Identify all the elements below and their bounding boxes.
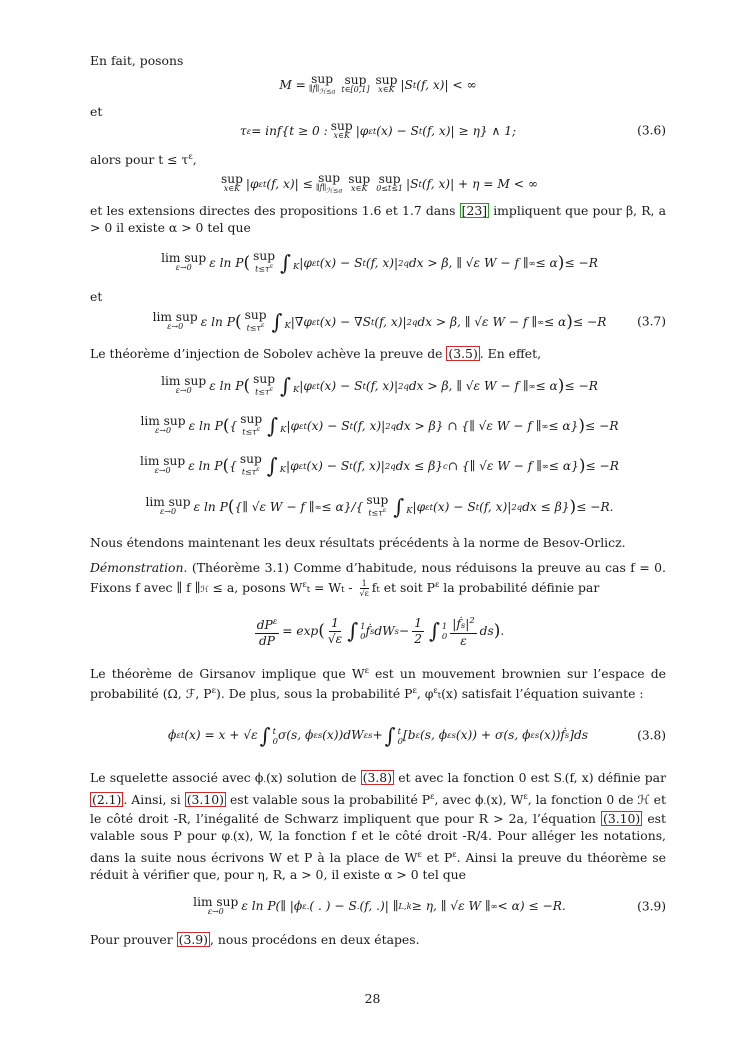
equation-number-3-6: (3.6) bbox=[637, 123, 666, 138]
paragraph-girsanov: Le théorème de Girsanov implique que $W^\varepsilon$ est un mouvement brownien sur l’espace de probabilité (Ω, ℱ, $P^\varepsilon$). De plus, sous la probabilité $P^\varepsilon$, $\varphi^\varepsilon t(x)$ satisfait l’équation suivante : bbox=[90, 665, 667, 702]
ref-3-9[interactable]: (3.9) bbox=[178, 931, 209, 947]
paragraph-alors: alors pour $t \le \tau^\varepsilon$, bbox=[90, 151, 197, 168]
page-number: 28 bbox=[364, 991, 381, 1006]
equation-number-3-9: (3.9) bbox=[637, 899, 666, 914]
equation-chain-1: lim sup ε→0 ε ln P ( sup $t\le\tau^\varepsilon$ ∫ K |φ $^\varepsilon$ t (x) − S t (f, x)| 2q dx > β, ∥ √ε W − f ∥ ∞ ≤ α ) ≤ −R bbox=[161, 372, 598, 399]
equation-3-9: lim sup ε→0 ε ln P(∥ |ϕ ε . ( . ) − S . (f, .)| ∥ L,k ≥ η, ∥ √ε W ∥ ∞ < α) ≤ −R. (3.9) bbox=[193, 894, 666, 916]
page-body bbox=[90, 52, 666, 948]
paragraph-extensions: et les extensions directes des propositions 1.6 et 1.7 dans [23] impliquent que pour β, R, a > 0 il existe α > 0 tel que bbox=[90, 203, 666, 236]
ref-2-1[interactable]: (2.1) bbox=[92, 791, 122, 807]
paragraph-squelette: Le squelette associé avec ϕ.(x) solution de (3.8) et avec la fonction 0 est S.(f, x) définie par (2.1) . Ainsi, si (3.10) est valable sous la probabilité $P^\varepsilon$, avec ϕ.(x), $W^\varepsilon$, la fonction 0 de ℋ et le côté droit -R, l’inégalité de Schwarz impliquent que pour R > 2a, l’équation (3.10) est valable sous P pour φ.(x), W, la fonction f et le côté droit -R/4. Pour alléger les notations, dans la suite nous écrivons W et P à la place de $W^\varepsilon$ et $P^\varepsilon$. Ainsi la preuve du théorème se réduit à vérifier que, pour η, R, a > 0, il existe α > 0 tel que bbox=[90, 769, 667, 882]
equation-girsanov-density: $\frac{dP^\varepsilon}{dP}$ = exp ( $\frac{1}{√\varepsilon}$ ∫ 1 0 ḟ s dW s − $\frac{1}{2}$ ∫ 1 0 $\frac{|ḟs|^2}{\varepsilon}$ ds ) . bbox=[256, 615, 505, 649]
equation-limsup-1: lim sup ε→0 ε ln P ( sup $t\le\tau^\varepsilon$ ∫ K |φ $^\varepsilon$ t (x) − S t (f, x)| 2q dx > β, ∥ √ε W − f ∥ ∞ ≤ α ) ≤ −R bbox=[161, 249, 598, 276]
paragraph-demonstration: Démonstration. (Théorème 3.1) Comme d’habitude, nous réduisons la preuve au cas f = 0. Fixons f avec ∥ f ∥ℋ ≤ a, posons $W^\varepsilon t = Wt$ - $\frac{1}{√\varepsilon}$ ft et soit $P^\varepsilon$ la probabilité définie par bbox=[90, 560, 666, 599]
citation-23[interactable]: [23] bbox=[461, 203, 488, 219]
ref-3-10-a[interactable]: (3.10) bbox=[186, 791, 224, 807]
equation-number-3-8: (3.8) bbox=[637, 728, 666, 742]
equation-3-8: ϕ ε t (x) = x + √ε ∫ t 0 σ(s, ϕ ε s (x))dW ε s + ∫ t 0 [b ε (s, ϕ ε s (x)) + σ(s, ϕ ε s (x))ḟ s ]ds (3.8) bbox=[168, 723, 666, 748]
ref-3-10-b[interactable]: (3.10) bbox=[602, 810, 641, 826]
paragraph-et-2: et bbox=[90, 289, 103, 305]
paragraph-prouver: Pour prouver (3.9) , nous procédons en deux étapes. bbox=[90, 931, 420, 947]
ref-3-8[interactable]: (3.8) bbox=[362, 769, 393, 785]
equation-number-3-7: (3.7) bbox=[637, 314, 666, 329]
equation-chain-4: lim sup ε→0 ε ln P ( {∥ √ε W − f ∥ ∞ ≤ α}/{ sup $t\le\tau^\varepsilon$ ∫ K |φ $^\varepsilon$ t (x) − S t (f, x)| 2q dx ≤ β} ) ≤ −R. bbox=[145, 493, 614, 520]
equation-3-7: lim sup ε→0 ε ln P ( sup $t\le\tau^\varepsilon$ ∫ K |∇φ $^\varepsilon$ t (x) − ∇S t (f, x)| 2q dx > β, ∥ √ε W − f ∥ ∞ ≤ α ) ≤ −R (3.7) bbox=[152, 308, 666, 335]
equation-chain-3: lim sup ε→0 ε ln P ( { sup $t\le\tau^\varepsilon$ ∫ K |φ $^\varepsilon$ t (x) − S t (f, x)| 2q dx ≤ β} c ∩ {∥ √ε W − f ∥ ∞ ≤ α} ) ≤ −R bbox=[140, 452, 619, 479]
equation-chain-2: lim sup ε→0 ε ln P ( { sup $t\le\tau^\varepsilon$ ∫ K |φ $^\varepsilon$ t (x) − S t (f, x)| 2q dx > β} ∩ {∥ √ε W − f ∥ ∞ ≤ α} ) ≤ −R bbox=[140, 412, 619, 439]
equation-3-6: τ ε = inf{t ≥ 0 : sup x∈K |φ ε t (x) − S t (f, x)| ≥ η} ∧ 1; (3.6) bbox=[239, 119, 666, 140]
paragraph-sobolev: Le théorème d’injection de Sobolev achève la preuve de (3.5) . En effet, bbox=[90, 346, 542, 362]
ref-3-5[interactable]: (3.5) bbox=[448, 346, 478, 362]
paragraph-intro: En fait, posons bbox=[90, 53, 184, 68]
paragraph-et-1: et bbox=[90, 104, 103, 119]
equation-sup-bound: sup x∈K |φ ε t (f, x)| ≤ sup $\parallel f\parallel_{ℋ\le a}$ sup x∈K sup 0≤t≤1 |S t (f, x)| + η = M < ∞ bbox=[220, 170, 538, 195]
equation-M: M = sup $\parallel f\parallel_{ℋ\le a}$ sup t∈[0,1] sup x∈K |S t (f, x)| < ∞ bbox=[279, 71, 477, 96]
paragraph-besov: Nous étendons maintenant les deux résultats précédents à la norme de Besov-Orlicz. bbox=[90, 535, 626, 551]
